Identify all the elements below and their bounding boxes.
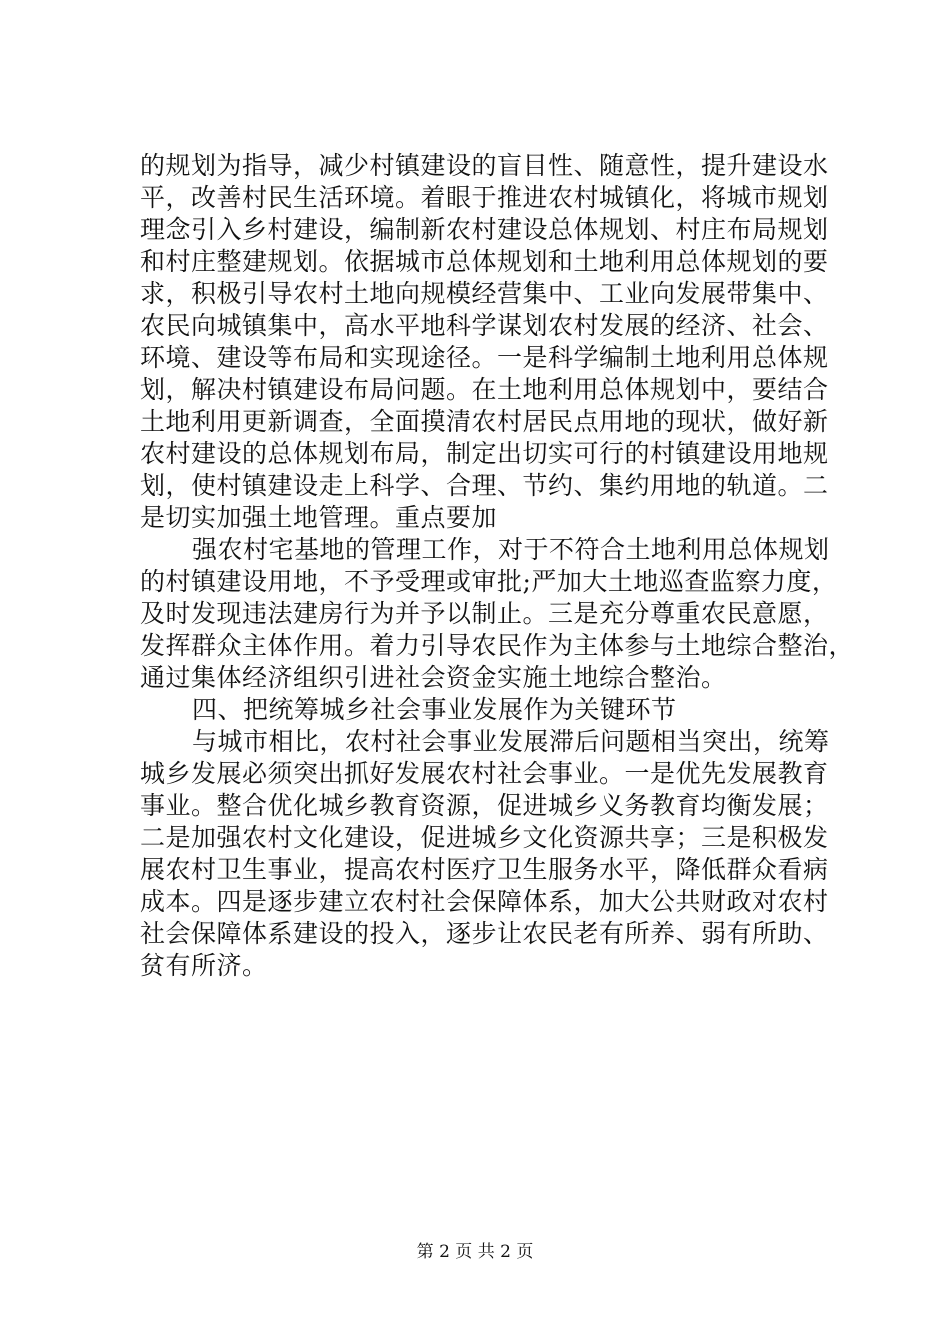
text-line: 土地利用更新调查，全面摸清农村居民点用地的现状，做好新 bbox=[140, 407, 829, 436]
text-line: 划，使村镇建设走上科学、合理、节约、集约用地的轨道。二 bbox=[140, 471, 829, 500]
text-line: 理念引入乡村建设，编制新农村建设总体规划、村庄布局规划 bbox=[140, 215, 829, 244]
text-line: 环境、建设等布局和实现途径。一是科学编制土地利用总体规 bbox=[140, 343, 829, 372]
text-line: 是切实加强土地管理。重点要加 bbox=[140, 503, 498, 532]
text-line: 求，积极引导农村土地向规模经营集中、工业向发展带集中、 bbox=[140, 279, 829, 308]
page-number-footer: 第 2 页 共 2 页 bbox=[416, 1242, 534, 1262]
text-line: 展农村卫生事业，提高农村医疗卫生服务水平，降低群众看病 bbox=[140, 855, 829, 884]
text-line: 事业。整合优化城乡教育资源，促进城乡义务教育均衡发展； bbox=[140, 791, 829, 820]
document-body bbox=[140, 150, 855, 982]
text-line: 城乡发展必须突出抓好发展农村社会事业。一是优先发展教育 bbox=[140, 759, 829, 788]
text-line: 的规划为指导，减少村镇建设的盲目性、随意性，提升建设水 bbox=[140, 151, 829, 180]
text-line: 二是加强农村文化建设，促进城乡文化资源共享；三是积极发 bbox=[140, 823, 829, 852]
text-line: 和村庄整建规划。依据城市总体规划和土地利用总体规划的要 bbox=[140, 247, 829, 276]
text-line: 及时发现违法建房行为并予以制止。三是充分尊重农民意愿， bbox=[140, 599, 829, 628]
paragraph-start-line: 与城市相比，农村社会事业发展滞后问题相当突出，统筹 bbox=[192, 727, 830, 756]
text-line: 通过集体经济组织引进社会资金实施土地综合整治。 bbox=[140, 663, 727, 692]
text-line: 划，解决村镇建设布局问题。在土地利用总体规划中，要结合 bbox=[140, 375, 829, 404]
text-line: 农村建设的总体规划布局，制定出切实可行的村镇建设用地规 bbox=[140, 439, 829, 468]
paragraph-start-line: 强农村宅基地的管理工作，对于不符合土地利用总体规划 bbox=[192, 535, 830, 564]
text-line: 贫有所济。 bbox=[140, 951, 268, 980]
text-line: 的村镇建设用地，不予受理或审批;严加大土地巡查监察力度， bbox=[140, 567, 838, 596]
text-line: 农民向城镇集中，高水平地科学谋划农村发展的经济、社会、 bbox=[140, 311, 829, 340]
section-heading: 四、把统筹城乡社会事业发展作为关键环节 bbox=[192, 695, 677, 724]
text-line: 社会保障体系建设的投入，逐步让农民老有所养、弱有所助、 bbox=[140, 919, 829, 948]
text-line: 平，改善村民生活环境。着眼于推进农村城镇化，将城市规划 bbox=[140, 183, 829, 212]
text-line: 成本。四是逐步建立农村社会保障体系，加大公共财政对农村 bbox=[140, 887, 829, 916]
text-line: 发挥群众主体作用。着力引导农民作为主体参与土地综合整治， bbox=[140, 631, 855, 660]
